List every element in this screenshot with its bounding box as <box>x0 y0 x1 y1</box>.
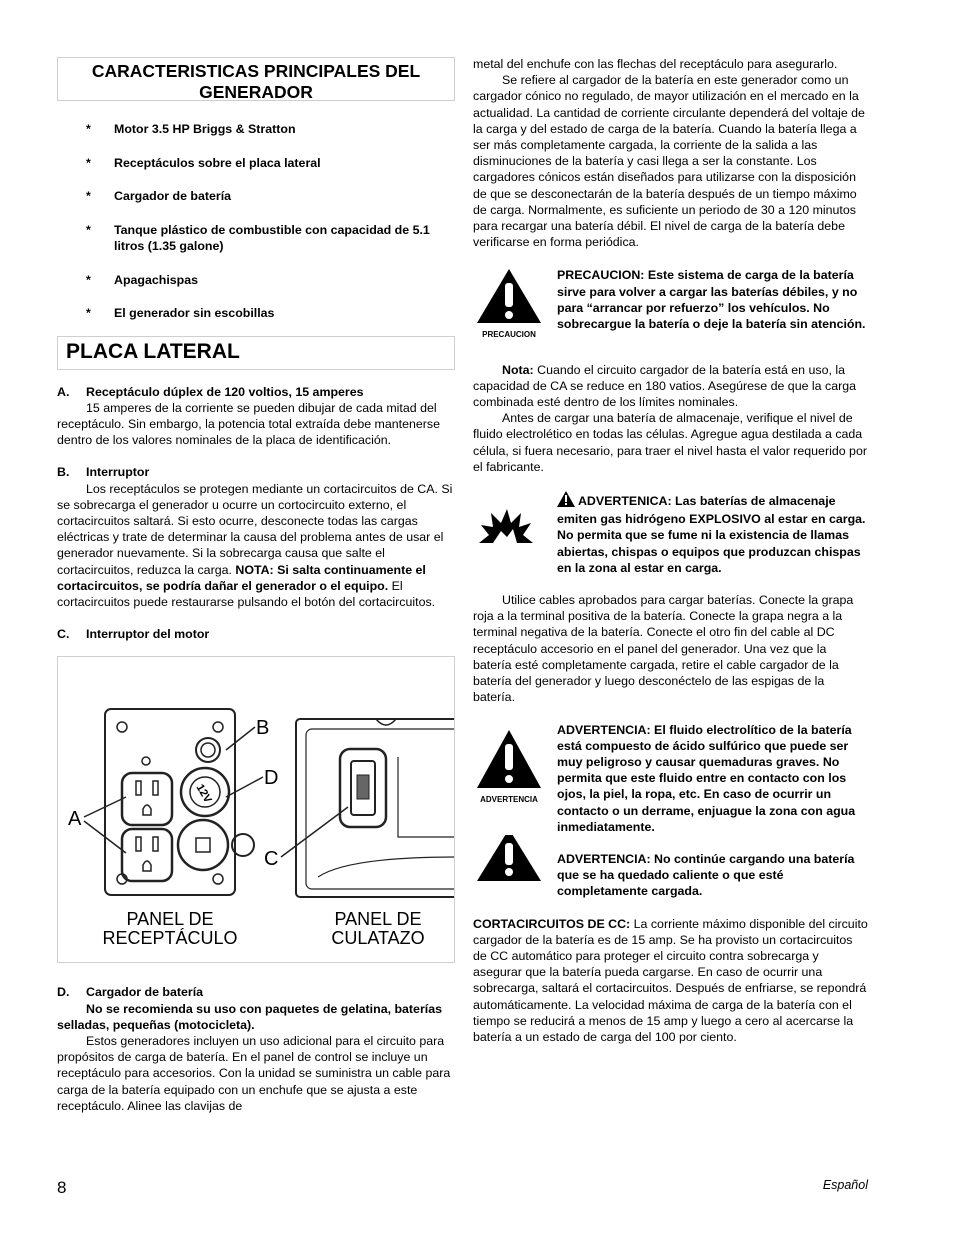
warning-block-acid <box>473 722 868 835</box>
label-b: B <box>256 717 270 740</box>
warning-triangle-icon <box>557 491 575 511</box>
panel-culatazo-line1: PANEL DE <box>334 909 422 930</box>
paragraph-charger: Se refiere al cargador de la batería en este generador como un cargador cónico no regulado, de mayor utilización en el mercado en la actualidad. La cantidad de corriente circulante dependerá del voltaje de la carga y del estado de carga de la batería. Cuando la batería llega a ser más completamente cargada, la corriente de la salida a las disminuciones de la batería y casi llega a ser la constante. Los cargadores cónicos están diseñados para utilizarse con la disposición de que se desconectarán de la batería después de un tiempo máximo de carga. Normalmente, es suficiente un periodo de 30 a 120 minutos para recargar una batería débil. El nivel de carga de la batería debe verificarse en forma periódica. <box>473 73 865 250</box>
warning-text-hot: ADVERTENCIA: No continúe cargando una batería que se ha quedado caliente o que esté completamente cargada. <box>557 851 855 899</box>
paragraph-plug: metal del enchufe con las flechas del receptáculo para asegurarlo. <box>473 57 838 71</box>
page-number: 8 <box>57 1178 67 1197</box>
section-heading-placa: PLACA LATERAL <box>57 336 455 370</box>
feature-item: * Cargador de batería <box>86 189 232 203</box>
warning-icon <box>473 851 557 895</box>
caution-block <box>473 267 868 345</box>
section-heading-features: CARACTERISTICAS PRINCIPALES DEL GENERADOR <box>57 57 455 101</box>
subsection-b-note: NOTA: Si salta continuamente el cortacircuitos, se podría dañar el generador o el equipo. <box>57 562 426 593</box>
svg-text:PRECAUCION: PRECAUCION <box>482 330 536 340</box>
panel-figure <box>57 656 455 963</box>
feature-item: * El generador sin escobillas <box>86 306 275 320</box>
subsection-d-warning: No se recomienda su uso con paquetes de gelatina, baterías selladas, pequeñas (motocicleta). <box>57 1001 442 1032</box>
caution-icon <box>473 267 557 345</box>
subsection-c-title: C. Interruptor del motor <box>57 627 210 642</box>
subsection-a-title: A. Receptáculo dúplex de 120 voltios, 15 amperes <box>57 384 364 399</box>
language-label: Español <box>822 1178 868 1192</box>
warning-block-hot <box>473 851 868 900</box>
feature-item: * Receptáculos sobre el placa lateral <box>86 155 321 170</box>
panel-culatazo-line2: CULATAZO <box>331 928 425 949</box>
label-d: D <box>264 767 279 790</box>
feature-item: * Tanque plástico de combustible con capacidad de 5.1 litros (1.35 galone) <box>86 222 430 253</box>
svg-text:ADVERTENCIA: ADVERTENCIA <box>480 794 538 804</box>
label-c: C <box>264 848 279 871</box>
left-column <box>57 57 455 1114</box>
paragraph-electrolyte: Antes de cargar una batería de almacenaje, verifique el nivel de fluido electrolético en todas las células. Agregue agua destilada a cada célula, si fuera necesario, para traer el nivel hasta el valor requerido por el fabricante. <box>473 411 867 474</box>
panel-diagram <box>58 657 455 963</box>
subsection-a-text: 15 amperes de la corriente se pueden dibujar de cada mitad del receptáculo. Sin embargo, la potencia total extraída debe mantenerse dentro de los valores nominales de la placa de identificación. <box>57 400 440 448</box>
paragraph-dc-breaker: CORTACIRCUITOS DE CC: La corriente máximo disponible del circuito cargador de la batería es de 15 amp. Se ha provisto un cortacircuitos de CC automático para proteger el circuito contra sobrecarga y asegurar que la batería pueda cargarse. En caso de ocurrir una sobrecarga, saltará el cortacircuitos. Después de enfriarse, se repondrá automáticamente. La velocidad máxima de carga de la batería con el tiempo se reducirá a menos de 15 amp y luego a cero al acercarse la batería a un estado de carga del 100 por ciento. <box>473 916 868 1044</box>
warning-block-explosive <box>473 491 868 576</box>
subsection-d-text: Estos generadores incluyen un uso adicional para el circuito para propósitos de carga de batería. En el panel de control se incluye un receptáculo para accesorios. Con la unidad se suministra un cable para carga de la batería equipado con un enchufe que se ajusta a este receptáculo. Alinee las clavijas de <box>57 1033 451 1113</box>
label-a: A <box>68 808 82 831</box>
right-column <box>473 56 868 1045</box>
warning-icon <box>473 722 557 808</box>
subsection-b-title: B. Interruptor <box>57 465 150 480</box>
paragraph-nota: Nota: Cuando el circuito cargador de la batería está en uso, la capacidad de CA se reduce en 180 vatios. Asegúrese de que la carga combinada esté dentro de los límites nominales. <box>473 362 856 410</box>
subsection-b-text: Los receptáculos se protegen mediante un cortacircuitos de CA. Si se sobrecarga el generador u ocurre un cortocircuito externo, el cortacircuitos saltará. Si esto ocurre, desconecte todas las cargas eléctricas y trate de determinar la causa del problema antes de usar el generador nuevamente. Si la sobrecarga causa que salte el cortacircuitos, reduzca la carga. NOTA: Si salta continuamente el cortacircuitos, se podría dañar el generador o el equipo. El cortacircuitos puede restaurarse pulsando el botón del cortacircuitos. <box>57 481 453 609</box>
warning-text-acid: ADVERTENCIA: El fluido electrolítico de la batería está compuesto de ácido sulfúrico que puede ser muy peligroso y causar quemaduras graves. No permita que este fluido entre en contacto con los ojos, la piel, la ropa, etc. En caso de ocurrir un contacto o un derrame, enjuague la zona con agua inmediatamente. <box>557 722 856 834</box>
feature-item: * Motor 3.5 HP Briggs & Stratton <box>86 122 296 136</box>
feature-item: * Apagachispas <box>86 272 199 287</box>
panel-receptaculo-line1: PANEL DE <box>126 909 214 930</box>
paragraph-cables: Utilice cables aprobados para cargar baterías. Conecte la grapa roja a la terminal positiva de la batería. Conecte la grapa negra a la terminal negativa de la batería. Conecte el otro fin del cable al DC receptáculo accesorio en el panel del generador. Una vez que la batería esté completamente cargada, retire el cable cargador de la batería del generador y luego desconéctelo de las espigas de la batería. <box>473 593 854 705</box>
warning-text-explosive: ADVERTENICA: Las baterías de almacenaje emiten gas hidrógeno EXPLOSIVO al estar en carga. No permita que se fume ni la existencia de llamas abiertas, chispas o equipos que produzcan chispas en la zona al estar en carga. <box>557 491 868 576</box>
caution-text: PRECAUCION: Este sistema de carga de la batería sirve para volver a cargar las baterías débiles, y no para “arrancar por refuerzo” los vehículos. No sobrecargue la batería o deje la batería sin atención. <box>557 268 866 332</box>
panel-receptaculo-line2: RECEPTÁCULO <box>102 928 238 949</box>
explosion-icon <box>473 491 557 569</box>
receptacle-face-mark: 12V <box>193 782 214 806</box>
subsection-d-title: D. Cargador de batería <box>57 985 204 1000</box>
